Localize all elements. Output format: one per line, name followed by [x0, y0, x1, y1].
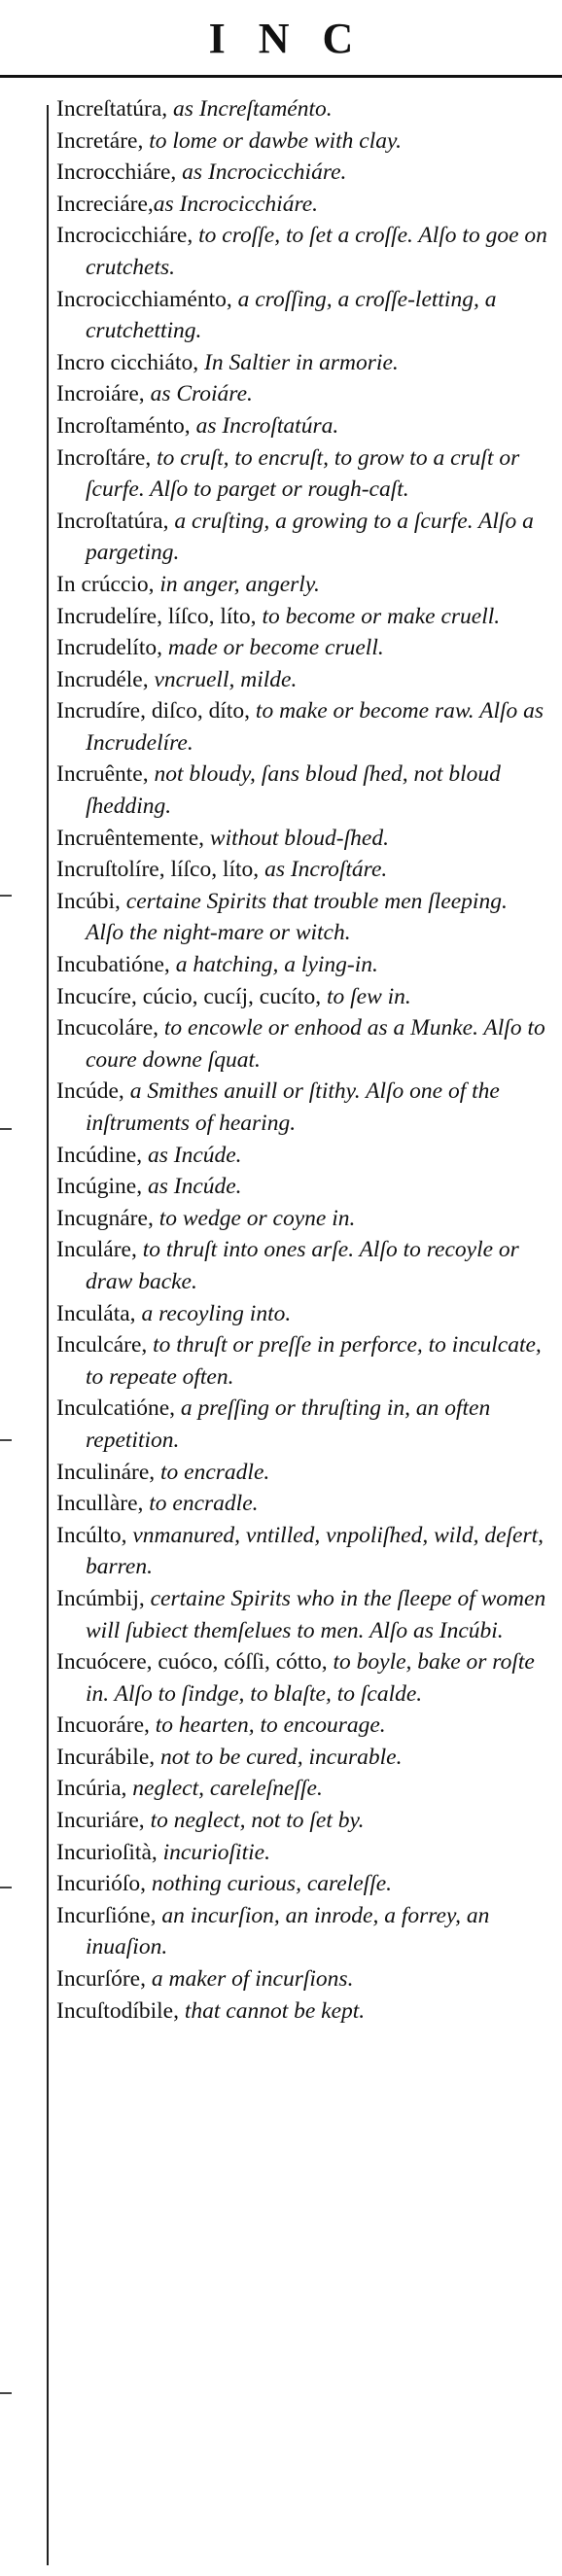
- dictionary-entry: [56, 886, 547, 949]
- entry-headword: Incuoráre,: [56, 1712, 150, 1739]
- dictionary-entry: [56, 284, 547, 347]
- entry-headword: In crúccio,: [56, 571, 155, 597]
- entry-definition: as Increſtaménto.: [167, 96, 333, 122]
- entry-headword: Incúmbij,: [56, 1585, 145, 1611]
- entry-definition: neglect, careleſneſſe.: [126, 1776, 323, 1802]
- entry-definition: to ſew in.: [321, 983, 411, 1009]
- entry-headword: Incrudéle,: [56, 666, 149, 692]
- entry-headword: Incuſtodíbile,: [56, 1997, 179, 2024]
- entry-definition: to thruſt into ones arſe. Alſo to recoyle or draw backe.: [86, 1237, 519, 1294]
- entry-headword: Incuriáre,: [56, 1808, 145, 1834]
- entry-headword: Incrudelíre, líſco, líto,: [56, 603, 257, 629]
- header-rule: [0, 75, 562, 78]
- entry-headword: Incúlto,: [56, 1522, 127, 1548]
- dictionary-entry: [56, 1012, 547, 1076]
- margin-tick: [0, 1439, 12, 1441]
- dictionary-entry: [56, 157, 547, 189]
- dictionary-entry: [56, 569, 547, 601]
- entry-headword: Incrudelíto,: [56, 635, 162, 661]
- entry-definition: incurioſitie.: [157, 1839, 270, 1865]
- entry-headword: Incurſóre,: [56, 1966, 146, 1993]
- entry-headword: Inculáre,: [56, 1237, 137, 1263]
- entry-definition: as Incrocicchiáre.: [176, 159, 347, 186]
- entry-definition: In Saltier in armorie.: [198, 349, 399, 375]
- entry-definition: vncruell, milde.: [148, 666, 298, 692]
- entry-headword: Incroſtaménto,: [56, 412, 191, 439]
- entry-definition: certaine Spirits who in the ſleepe of women will ſubiect themſelues to men. Alſo as Incúbi.: [86, 1585, 546, 1643]
- entry-headword: Incruênte,: [56, 761, 149, 788]
- entry-definition: certaine Spirits that trouble men ſleeping. Alſo the night-mare or witch.: [86, 888, 508, 946]
- entry-headword: Incubatióne,: [56, 952, 170, 978]
- margin-tick: [0, 1128, 12, 1130]
- entry-headword: Incurábile,: [56, 1744, 156, 1770]
- entry-headword: Inculáta,: [56, 1300, 136, 1326]
- dictionary-entry: [56, 1837, 547, 1869]
- dictionary-entry: [56, 1995, 547, 2028]
- dictionary-entry: [56, 506, 547, 569]
- dictionary-entry: [56, 1963, 547, 1995]
- entry-definition: to boyle, bake or roſte in. Alſo to ſindge, to blaſte, to ſcalde.: [86, 1649, 535, 1707]
- dictionary-entry: [56, 347, 547, 379]
- entry-definition: not to be cured, incurable.: [155, 1744, 403, 1770]
- entry-headword: Incretáre,: [56, 127, 144, 154]
- entry-definition: to cruſt, to encruſt, to grow to a cruſt or ſcurfe. Alſo to parget or rough-caſt.: [86, 444, 520, 503]
- dictionary-entry: [56, 1329, 547, 1393]
- entry-definition: to encradle.: [155, 1459, 270, 1485]
- dictionary-entry: [56, 93, 547, 125]
- entry-headword: Inculcatióne,: [56, 1395, 176, 1422]
- entry-definition: to thruſt or preſſe in perforce, to inculcate, to repeate often.: [86, 1332, 542, 1390]
- entry-headword: Incullàre,: [56, 1491, 144, 1517]
- dictionary-entry: [56, 1298, 547, 1330]
- entry-headword: Incro cicchiáto,: [56, 349, 199, 375]
- margin-rule: [47, 105, 49, 2565]
- entry-headword: Incúria,: [56, 1776, 127, 1802]
- entry-definition: nothing curious, careleſſe.: [146, 1871, 393, 1897]
- entry-headword: Incúdine,: [56, 1142, 143, 1168]
- dictionary-entry: [56, 1488, 547, 1520]
- entry-definition: without bloud-ſhed.: [204, 825, 389, 851]
- entry-definition: an incurſion, an inrode, a forrey, an inuaſion.: [86, 1902, 490, 1960]
- entry-headword: Incrocicchiáre,: [56, 223, 193, 249]
- entry-definition: vnmanured, vntilled, vnpoliſhed, wild, deſert, barren.: [86, 1522, 544, 1580]
- dictionary-entry: [56, 854, 547, 886]
- dictionary-entry: [56, 695, 547, 759]
- dictionary-entry: [56, 601, 547, 633]
- entry-definition: as Incrocicchiáre.: [153, 191, 319, 217]
- dictionary-entry: [56, 1520, 547, 1583]
- entry-headword: Incrocchiáre,: [56, 159, 177, 186]
- entry-headword: Inculcáre,: [56, 1332, 148, 1359]
- entry-headword: Increciáre,: [56, 191, 154, 217]
- entry-definition: a cruſting, a growing to a ſcurfe. Alſo a pargeting.: [86, 508, 534, 566]
- dictionary-entry: [56, 1805, 547, 1837]
- entry-headword: Incúgine,: [56, 1174, 143, 1200]
- entry-definition: a hatching, a lying-in.: [169, 952, 378, 978]
- entry-headword: Incrudíre, diſco, díto,: [56, 698, 251, 724]
- entry-definition: to hearten, to encourage.: [149, 1712, 386, 1739]
- entry-definition: to encradle.: [143, 1491, 259, 1517]
- entry-headword: Incucoláre,: [56, 1015, 159, 1041]
- entry-headword: Incúde,: [56, 1078, 124, 1105]
- dictionary-entry: [56, 125, 547, 158]
- entry-definition: that cannot be kept.: [178, 1997, 366, 2024]
- entry-headword: Incroſtatúra,: [56, 508, 169, 534]
- dictionary-entry: [56, 1868, 547, 1900]
- dictionary-entry: [56, 378, 547, 410]
- entry-definition: to encowle or enhood as a Munke. Alſo to coure downe ſquat.: [86, 1015, 545, 1073]
- dictionary-entry: [56, 1583, 547, 1646]
- entry-definition: as Incúde.: [142, 1142, 242, 1168]
- dictionary-entry: [56, 1203, 547, 1235]
- entry-headword: Increſtatúra,: [56, 96, 168, 122]
- entry-headword: Incurioſità,: [56, 1839, 158, 1865]
- entry-definition: a croſſing, a croſſe-letting, a crutchetting.: [86, 286, 497, 344]
- entry-definition: a recoyling into.: [135, 1300, 292, 1326]
- dictionary-entry: [56, 664, 547, 696]
- entry-definition: a Smithes anuill or ſtithy. Alſo one of the inſtruments of hearing.: [86, 1078, 500, 1136]
- margin-tick: [0, 895, 12, 897]
- entry-headword: Incroſtáre,: [56, 444, 152, 471]
- dictionary-entry: [56, 759, 547, 822]
- entry-headword: Incugnáre,: [56, 1205, 154, 1231]
- dictionary-entry: [56, 1710, 547, 1742]
- entry-definition: as Incroſtatúra.: [190, 412, 339, 439]
- entry-headword: Inculináre,: [56, 1459, 156, 1485]
- entry-headword: Incurſióne,: [56, 1902, 157, 1928]
- dictionary-entry: [56, 442, 547, 506]
- entry-definition: to croſſe, to ſet a croſſe. Alſo to goe on crutchets.: [86, 223, 547, 280]
- entry-headword: Incúbi,: [56, 888, 121, 914]
- entry-definition: to lome or dawbe with clay.: [143, 127, 403, 154]
- entry-definition: to neglect, not to ſet by.: [144, 1808, 365, 1834]
- dictionary-entry: [56, 1900, 547, 1963]
- dictionary-entry: [56, 1742, 547, 1774]
- running-head: INC: [208, 15, 387, 62]
- dictionary-entries: [56, 93, 547, 2027]
- dictionary-entry: [56, 189, 547, 221]
- dictionary-entry: [56, 1234, 547, 1297]
- entry-definition: as Incúde.: [142, 1174, 242, 1200]
- entry-headword: Incruêntemente,: [56, 825, 205, 851]
- dictionary-entry: [56, 1393, 547, 1456]
- entry-definition: as Croiáre.: [144, 381, 253, 407]
- dictionary-entry: [56, 1646, 547, 1710]
- entry-definition: in anger, angerly.: [154, 571, 320, 597]
- entry-headword: Incruſtolíre, líſco, líto,: [56, 857, 260, 883]
- dictionary-entry: [56, 1140, 547, 1172]
- dictionary-entry: [56, 1457, 547, 1489]
- margin-tick: [0, 1887, 12, 1888]
- dictionary-entry: [56, 823, 547, 855]
- dictionary-entry: [56, 410, 547, 442]
- entry-definition: to make or become raw. Alſo as Incrudelíre.: [86, 698, 544, 756]
- entry-headword: Incrocicchiaménto,: [56, 286, 232, 312]
- entry-definition: a preſſing or thruſting in, an often repetition.: [86, 1395, 491, 1453]
- dictionary-entry: [56, 1076, 547, 1139]
- entry-headword: Incuócere, cuóco, cóſſi, cótto,: [56, 1649, 328, 1676]
- page-header: [0, 0, 562, 80]
- dictionary-entry: [56, 1171, 547, 1203]
- dictionary-entry: [56, 632, 547, 664]
- entry-definition: as Incroſtáre.: [259, 857, 388, 883]
- entry-headword: Incucíre, cúcio, cucíj, cucíto,: [56, 983, 322, 1009]
- dictionary-entry: [56, 220, 547, 283]
- entry-definition: made or become cruell.: [161, 635, 384, 661]
- dictionary-entry: [56, 1773, 547, 1805]
- entry-definition: not bloudy, ſans bloud ſhed, not bloud ſhedding.: [86, 761, 501, 820]
- entry-headword: Incurióſo,: [56, 1871, 147, 1897]
- entry-definition: a maker of incurſions.: [146, 1966, 354, 1993]
- margin-tick: [0, 2392, 12, 2394]
- entry-headword: Incroiáre,: [56, 381, 145, 407]
- dictionary-entry: [56, 981, 547, 1013]
- entry-definition: to wedge or coyne in.: [153, 1205, 356, 1231]
- dictionary-entry: [56, 949, 547, 981]
- entry-definition: to become or make cruell.: [256, 603, 501, 629]
